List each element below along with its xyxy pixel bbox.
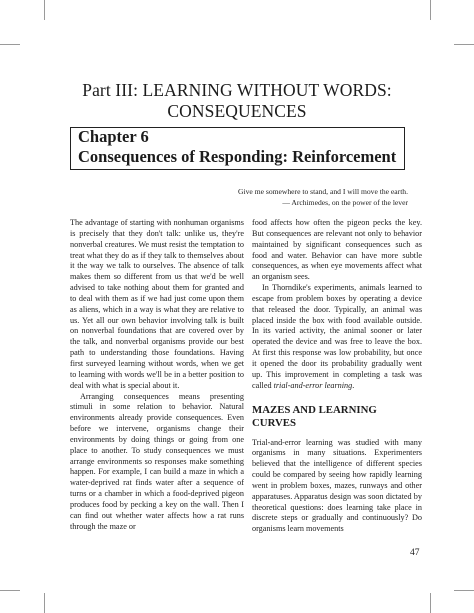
page-number: 47 [410,548,420,558]
crop-mark-top-left-v [44,0,45,20]
chapter-title: Consequences of Responding: Reinforcement [78,147,397,166]
crop-mark-bottom-right-v [430,593,431,613]
paragraph-end: . [352,380,355,390]
body-paragraph: The advantage of starting with nonhuman organisms is precisely that they don't talk: unlike us, they're nonverbal creatures. We must resist the temptation to treat what they do as if they talk to themselves about it the way we talk to ourselves. The absence of talk makes them so different from us that we'd be well advised to take nothing about them for granted and to deal with them as if we had just come upon them as aliens, which in a way is what they are relative to us. Yet all our own behavior involving talk is built on nonverbal foundations that are covered over by the talk, and nonverbal organisms provide our best path to understanding those foundations. Having first surveyed learning without words, when we get to learning with words we'll be in a better position to deal with what is special about it. [70,218,244,390]
part-title [0,80,474,122]
crop-mark-top-left-h [0,44,20,45]
crop-mark-bottom-right-h [454,590,474,591]
crop-mark-bottom-left-h [0,590,20,591]
crop-mark-bottom-left-v [44,593,45,613]
epigraph-attribution: — Archimedes, on the power of the lever [282,198,408,207]
epigraph [238,186,408,208]
part-title-line2: CONSEQUENCES [167,101,307,121]
chapter-number: Chapter 6 [78,127,149,146]
part-title-line1: Part III: LEARNING WITHOUT WORDS: [82,80,392,100]
crop-mark-top-right-h [454,44,474,45]
section-heading: MAZES AND LEARNING CURVES [252,403,377,429]
body-paragraph [252,283,422,391]
italic-term: trial-and-error learning [273,380,353,390]
right-column [252,218,422,535]
body-paragraph: Arranging consequences means presenting stimuli in some relation to behavior. Natural environments already provide consequences. Even before we intervene, organisms change their environments by doing things or going from one place to another. To study consequences we must arrange environments so responses make something happen. For example, I can build a maze in which a water-deprived rat finds water after a sequence of turns or a chamber in which a food-deprived pigeon produces food by pecking a key on the wall. Then I can find out whether water affects how a rat runs through the maze or [70,391,244,531]
paragraph-text: In Thorndike's experiments, animals learned to escape from problem boxes by operating a device that released the door. Typically, an animal was placed inside the box with food available outside. In its varied activity, the animal sooner or later operated the device and was free to leave the box. At first this response was low probability, but once it opened the door its probability gradually went up. This improvement in completing a task was called [252,283,422,390]
body-paragraph: food affects how often the pigeon pecks the key. But consequences are relevant not only to behavior maintained by significant consequences such as food and water. Behavior can have more subtle consequences, as when eye movements affect what an organism sees. [252,218,422,282]
left-column [70,218,244,532]
epigraph-quote: Give me somewhere to stand, and I will move the earth. [238,187,408,196]
chapter-rule [70,169,405,170]
body-paragraph: Trial-and-error learning was studied with many organisms in many situations. Experimenters believed that the intelligence of different species could be compared by seeing how rapidly learning went in problem boxes, mazes, runways and other apparatuses. Apparatus design was soon dictated by theoretical questions: does learning take place in discrete steps or gradually and continuously? Do organisms learn movements [252,437,422,534]
crop-mark-top-right-v [430,0,431,20]
